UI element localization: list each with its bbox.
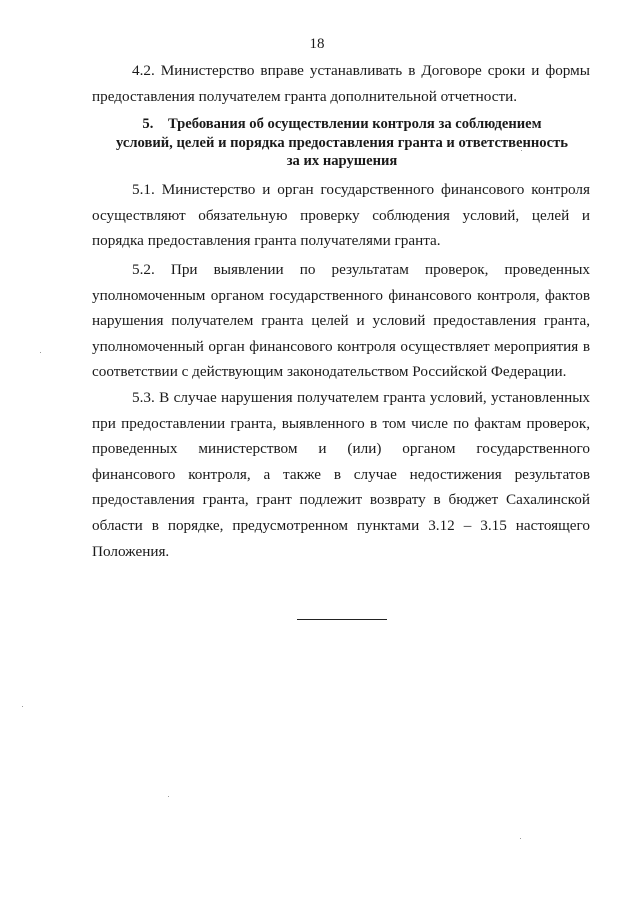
page-number: 18 <box>309 36 325 52</box>
paragraph-4-2-text: 4.2. Министерство вправе устанавливать в Договоре сроки и формы предоставления получателем гранта дополнительной отчетности. <box>92 62 590 105</box>
section-5-heading <box>92 115 592 171</box>
paragraph-5-2-text: 5.2. При выявлении по результатам проверок, проведенных уполномоченным органом государственного финансового контроля, фактов нарушения получателем гранта целей и условий предоставления гранта, уполномоченный орган финансового контроля осуществляет мероприятия в соответствии с действующим законодательством Российской Федерации. <box>92 261 590 381</box>
section-5-title-line1: 5. Требования об осуществлении контроля за соблюдением <box>142 116 542 132</box>
scan-speck <box>22 706 23 707</box>
scan-speck <box>40 352 41 353</box>
section-5-number: 5. <box>142 116 154 132</box>
section-5-title-line2: условий, целей и порядка предоставления гранта и ответственность <box>116 134 568 151</box>
end-divider-line <box>297 619 387 620</box>
paragraph-5-1 <box>92 177 590 254</box>
scan-speck <box>520 838 521 839</box>
paragraph-5-2 <box>92 257 590 385</box>
paragraph-4-2 <box>92 58 590 109</box>
section-5-title-line3: за их нарушения <box>286 153 398 169</box>
paragraph-5-1-text: 5.1. Министерство и орган государственного финансового контроля осуществляют обязательную проверку соблюдения условий, целей и порядка предоставления гранта получателями гранта. <box>92 181 590 250</box>
paragraph-5-3 <box>92 385 590 564</box>
scan-speck <box>521 150 522 151</box>
paragraph-5-3-text: 5.3. В случае нарушения получателем гранта условий, установленных при предоставлении гранта, выявленного в том числе по фактам проверок, проведенных министерством и (или) органом государственного финансового контроля, а также в случае недостижения результатов предоставления гранта, грант подлежит возврату в бюджет Сахалинской области в порядке, предусмотренном пунктами 3.12 – 3.15 настоящего Положения. <box>92 389 590 560</box>
scan-speck <box>168 796 169 797</box>
